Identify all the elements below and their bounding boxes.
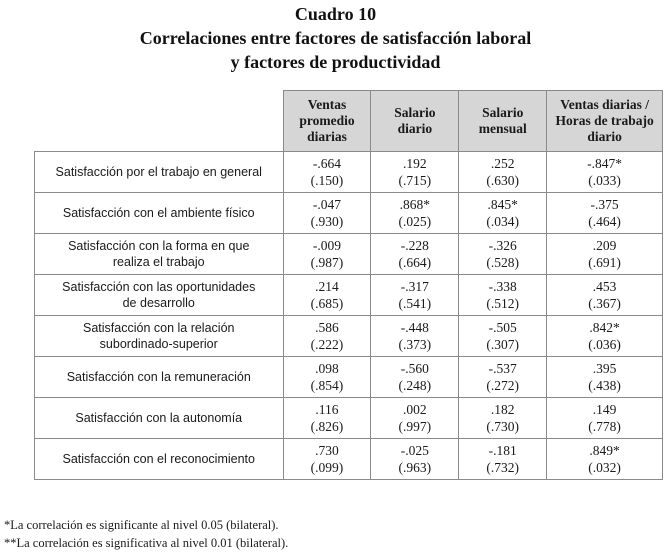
table-cell [371, 357, 459, 398]
significance-value: (.512) [486, 296, 520, 311]
table-cell [371, 234, 459, 275]
table-row [35, 398, 663, 439]
table-cell [459, 398, 547, 439]
header-text: diario [587, 129, 622, 144]
table-cell [547, 398, 663, 439]
correlation-value: .730 [315, 443, 339, 458]
significance-value: (.025) [398, 214, 432, 229]
table-row [35, 193, 663, 234]
correlation-value: .209 [592, 238, 617, 253]
correlation-value: -.317 [400, 279, 429, 294]
header-text: promedio [299, 113, 355, 128]
row-label-text: Satisfacción con el ambiente físico [62, 206, 255, 220]
row-label [35, 193, 284, 234]
significance-value: (.854) [310, 378, 344, 393]
table-cell [547, 275, 663, 316]
row-label-text: Satisfacción con la autonomía [75, 411, 243, 425]
correlation-value: .098 [315, 361, 339, 376]
footnote-significance-005: *La correlación es significante al nivel 0.05 (bilateral). [4, 518, 279, 532]
significance-value: (.033) [588, 173, 621, 188]
correlation-value: .116 [315, 402, 339, 417]
correlation-value: -.560 [400, 361, 429, 376]
header-row [35, 91, 663, 152]
header-salario-mensual [459, 91, 547, 152]
table-cell [459, 316, 547, 357]
table-cell [547, 193, 663, 234]
table-cell [283, 439, 371, 480]
correlation-value: -.847* [587, 156, 623, 171]
significance-value: (.685) [310, 296, 344, 311]
significance-value: (.034) [486, 214, 520, 229]
table-cell [547, 234, 663, 275]
table-cell [547, 152, 663, 193]
significance-value: (.036) [588, 337, 621, 352]
correlation-value: .395 [592, 361, 617, 376]
header-text: Ventas [307, 97, 347, 112]
table-cell [371, 316, 459, 357]
table-cell [459, 439, 547, 480]
significance-value: (.715) [398, 173, 432, 188]
table-row [35, 275, 663, 316]
correlation-value: -.448 [400, 320, 429, 335]
correlation-value: -.228 [400, 238, 429, 253]
table-cell [459, 152, 547, 193]
significance-value: (.630) [486, 173, 520, 188]
header-text: Horas de trabajo [555, 113, 654, 128]
correlation-value: -.009 [312, 238, 342, 253]
significance-value: (.691) [588, 255, 621, 270]
significance-value: (.099) [310, 460, 344, 475]
row-label [35, 152, 284, 193]
table-cell [547, 316, 663, 357]
correlation-value: .252 [490, 156, 515, 171]
row-label [35, 439, 284, 480]
significance-value: (.373) [398, 337, 432, 352]
significance-value: (.664) [398, 255, 432, 270]
significance-value: (.732) [486, 460, 520, 475]
correlation-value: .845* [487, 197, 518, 212]
table-row [35, 439, 663, 480]
correlation-value: -.375 [590, 197, 619, 212]
table-cell [459, 275, 547, 316]
row-label [35, 234, 284, 275]
significance-value: (.987) [310, 255, 344, 270]
header-ventas-horas [547, 91, 663, 152]
table-cell [371, 193, 459, 234]
table-cell [459, 193, 547, 234]
correlation-value: .214 [315, 279, 339, 294]
title-line-1: Cuadro 10 [294, 4, 377, 24]
table-title [0, 2, 671, 74]
significance-value: (.464) [588, 214, 621, 229]
table-cell [283, 193, 371, 234]
significance-value: (.541) [398, 296, 432, 311]
row-label-text: Satisfacción con las oportunidades [62, 280, 256, 294]
table-row [35, 316, 663, 357]
significance-value: (.963) [398, 460, 432, 475]
correlation-value: -.664 [312, 156, 342, 171]
table-cell [459, 357, 547, 398]
significance-value: (.826) [310, 419, 344, 434]
row-label-text: subordinado-superior [99, 337, 218, 351]
significance-value: (.930) [310, 214, 344, 229]
table-cell [283, 234, 371, 275]
correlation-value: -.025 [400, 443, 429, 458]
correlation-value: -.505 [488, 320, 517, 335]
footnote-significance-001: **La correlación es significativa al nivel 0.01 (bilateral). [4, 536, 289, 550]
table-cell [283, 357, 371, 398]
table-cell [459, 234, 547, 275]
significance-value: (.367) [588, 296, 621, 311]
row-label-text: Satisfacción con la forma en que [68, 239, 250, 253]
significance-value: (.997) [398, 419, 432, 434]
correlation-value: .842* [589, 320, 620, 335]
title-line-2: Correlaciones entre factores de satisfacción laboral [139, 28, 532, 48]
row-label [35, 398, 284, 439]
table-cell [371, 398, 459, 439]
row-label-text: Satisfacción con el reconocimiento [62, 452, 255, 466]
correlation-table [34, 90, 663, 480]
header-ventas-promedio [283, 91, 371, 152]
header-text: Salario [394, 105, 436, 120]
correlation-value: .453 [592, 279, 617, 294]
row-label-text: Satisfacción con la remuneración [66, 370, 251, 384]
correlation-value: -.338 [488, 279, 517, 294]
header-text: diarias [307, 129, 347, 144]
row-label-text: de desarrollo [122, 296, 195, 310]
significance-value: (.272) [486, 378, 520, 393]
row-label [35, 275, 284, 316]
header-salario-diario [371, 91, 459, 152]
correlation-value: -.537 [488, 361, 517, 376]
correlation-value: .182 [490, 402, 515, 417]
header-corner [35, 91, 284, 152]
table-row [35, 357, 663, 398]
table-cell [283, 275, 371, 316]
table-row [35, 152, 663, 193]
table-cell [283, 152, 371, 193]
row-label-text: Satisfacción con la relación [83, 321, 235, 335]
table-row [35, 234, 663, 275]
significance-value: (.248) [398, 378, 432, 393]
header-text: diario [397, 121, 433, 136]
significance-value: (.032) [588, 460, 621, 475]
correlation-value: -.181 [488, 443, 517, 458]
correlation-value: .586 [315, 320, 339, 335]
header-text: Ventas diarias / [560, 97, 649, 112]
table-cell [283, 398, 371, 439]
header-text: mensual [478, 121, 527, 136]
significance-value: (.307) [486, 337, 520, 352]
footnotes [4, 516, 288, 552]
table-cell [283, 316, 371, 357]
significance-value: (.730) [486, 419, 520, 434]
table-cell [371, 152, 459, 193]
significance-value: (.222) [310, 337, 344, 352]
correlation-value: .002 [403, 402, 427, 417]
title-line-3: y factores de productividad [230, 52, 441, 72]
table-cell [547, 439, 663, 480]
correlation-value: .192 [403, 156, 427, 171]
header-text: Salario [482, 105, 524, 120]
significance-value: (.150) [310, 173, 344, 188]
row-label-text: realiza el trabajo [112, 255, 205, 269]
table-cell [371, 275, 459, 316]
correlation-value: .849* [589, 443, 620, 458]
significance-value: (.438) [588, 378, 621, 393]
correlation-value: -.326 [488, 238, 517, 253]
correlation-value: .868* [399, 197, 431, 212]
row-label-text: Satisfacción por el trabajo en general [55, 165, 262, 179]
table-cell [371, 439, 459, 480]
significance-value: (.778) [588, 419, 621, 434]
row-label [35, 316, 284, 357]
correlation-value: -.047 [312, 197, 342, 212]
significance-value: (.528) [486, 255, 520, 270]
row-label [35, 357, 284, 398]
correlation-value: .149 [592, 402, 617, 417]
table-cell [547, 357, 663, 398]
